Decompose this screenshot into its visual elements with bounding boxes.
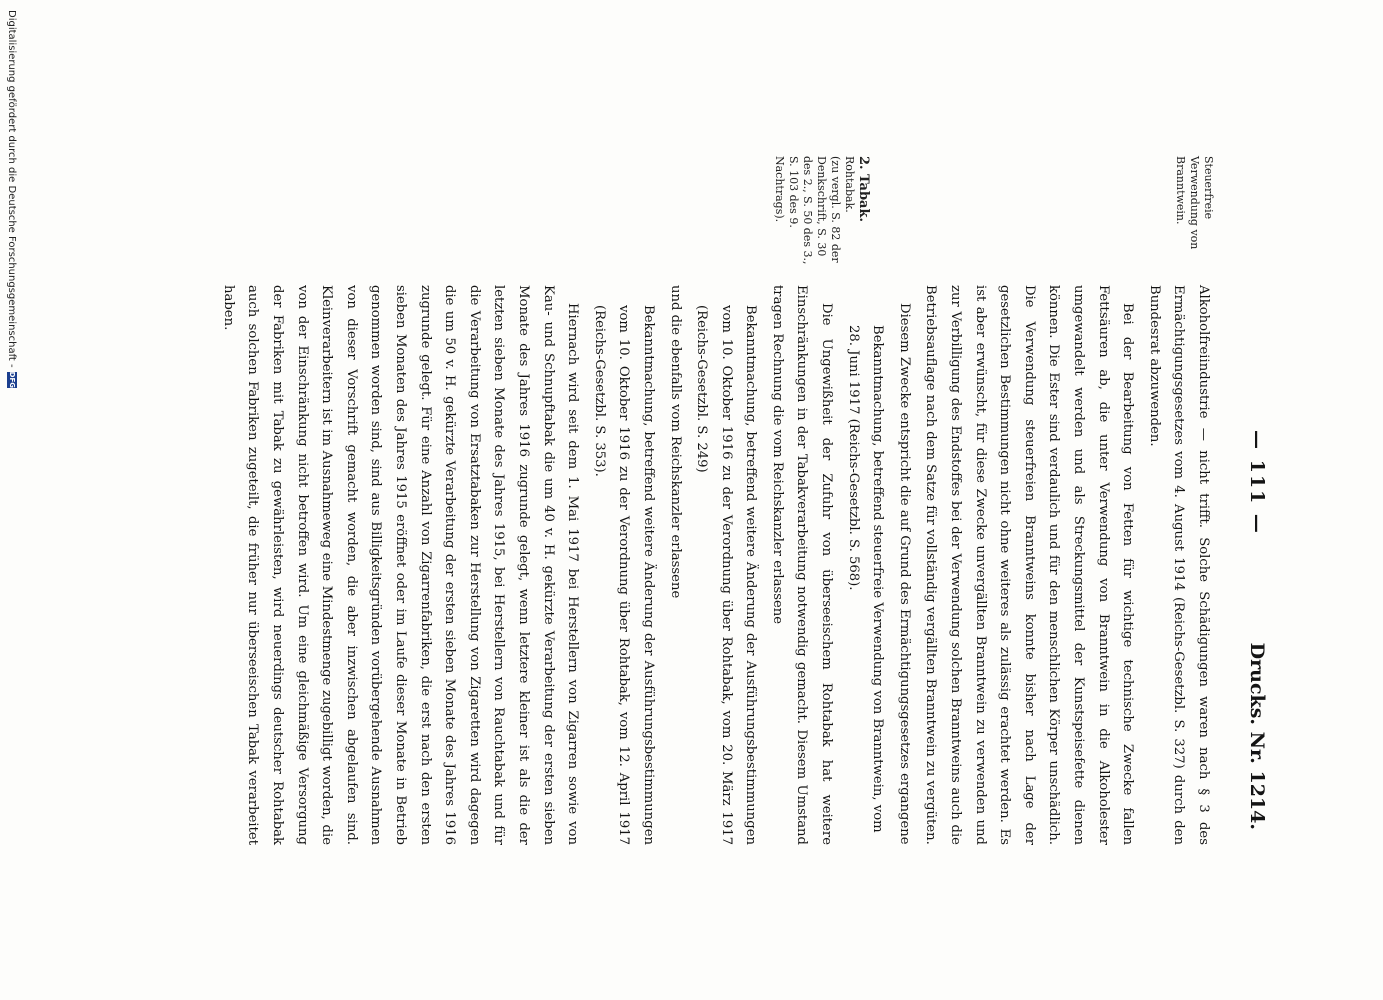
margin-note-tabak-sub: Rohtabak. (843, 156, 856, 213)
paragraph-4: Die Ungewißheit der Zufuhr von überseeischem Rohtabak hat weitere Einschränkungen in der Tabakverarbeitung notwendig gemacht. Diesem Umstand tragen Rechnung die vom Reichskanzler erlassene (769, 285, 835, 845)
margin-note-tabak (772, 156, 870, 276)
paragraph-4-title: Bekanntmachung, betreffend weitere Änderung der Ausführungsbestimmungen vom 10. Oktober 1916 zu der Verordnung über Rohtabak, vom 20. März 1917 (Reichs-Gesetzbl. S. 249) (694, 305, 759, 845)
margin-note-tabak-ref: (zu vergl. S. 82 der Denkschrift, S. 30 des 2., S. 50 des 3., S. 103 des 9. Nachtrags). (773, 156, 842, 265)
digitization-note (5, 10, 19, 990)
dfg-logo: DFG (8, 371, 16, 388)
document-reference: Drucks. Nr. 1214. (1246, 642, 1268, 830)
paragraph-2: Bei der Bearbeitung von Fetten für wichtige technische Zwecke fallen Fettsäuren ab, die unter Verwendung von Branntwein in die Alkoholester umgewandelt werden und als Streckungsmittel der Kunstspeisefette dienen können. Die Ester sind verdaulich und für den menschlichen Körper unschädlich. Die Verwendung steuerfreien Branntweins konnte bisher nach Lage der gesetzlichen Bestimmungen nicht ohne weiteres als zulässig erachtet werden. Es ist aber erwünscht, für diese Zwecke unvergällten Branntwein zu verwenden und zur Verbilligung des Endstoffes bei der Verwendung solchen Branntweins auch die Betriebsauflage nach dem Satze für vollständig vergällten Branntwein zu vergüten. (923, 285, 1136, 845)
paragraph-5: und die ebenfalls vom Reichskanzler erlassene (667, 285, 683, 599)
body-text (213, 285, 1215, 845)
page-number: — 111 — (1246, 430, 1268, 535)
paragraph-3-title: Bekanntmachung, betreffend steuerfreie Verwendung von Branntwein, vom 28. Juni 1917 (Reichs-Gesetzbl. S. 568). (845, 325, 886, 833)
margin-note-branntwein: Steuerfreie Verwendung von Branntwein. (1174, 156, 1215, 250)
paragraph-5-title: Bekanntmachung, betreffend weitere Änderung der Ausführungsbestimmungen vom 10. Oktober 1916 zu der Verordnung über Rohtabak, vom 12. April 1917 (Reichs-Gesetzbl. S. 353). (591, 305, 656, 845)
digitization-text: Digitalisierung gefördert durch die Deutsche Forschungsgemeinschaft - (6, 10, 18, 368)
paragraph-3: Diesem Zwecke entspricht die auf Grund des Ermächtigungsgesetzes ergangene (896, 303, 912, 845)
document-page (80, 150, 1300, 850)
page-header (1238, 190, 1268, 830)
paragraph-6: Hiernach wird seit dem 1. Mai 1917 bei Herstellern von Zigarren sowie von Kau- und Schnupftabak die um 40 v. H. gekürzte Verarbeitung der ersten sieben Monate des Jahres 1916 zugrunde gelegt, wenn letztere kleiner ist als die der letzten sieben Monate des Jahres 1915, bei Herstellern von Rauchtabak und für die Verarbeitung von Ersatztabaken zur Herstellung von Zigaretten wird dagegen die um 50 v. H. gekürzte Verarbeitung der ersten sieben Monate des Jahres 1916 zugrunde gelegt. Für eine Anzahl von Zigarrenfabriken, die erst nach den ersten sieben Monaten des Jahres 1915 eröffnet oder im Laufe dieser Monate in Betrieb genommen worden sind, sind aus Billigkeitsgründen vorübergehende Ausnahmen von dieser Vorschrift gemacht worden, die aber inzwischen abgelaufen sind. Kleinverarbeitern ist im Ausnahmeweg eine Mindestmenge zugebilligt worden, die von der Einschränkung nicht betroffen wird. Um eine gleichmäßige Versorgung der Fabriken mit Tabak zu gewährleisten, wird neuerdings deutscher Rohtabak auch solchen Fabriken zugeteilt, die früher nur überseeischen Tabak verarbeitet haben. (220, 285, 581, 845)
paragraph-1: Alkoholfreiindustrie — nicht trifft. Solche Schädigungen waren nach § 3 des Ermächtigungsgesetzes vom 4. August 1914 (Reichs-Gesetzbl. S. 327) durch den Bundesrat abzuwenden. (1146, 285, 1211, 845)
margin-note-tabak-title: 2. Tabak. (856, 156, 871, 222)
